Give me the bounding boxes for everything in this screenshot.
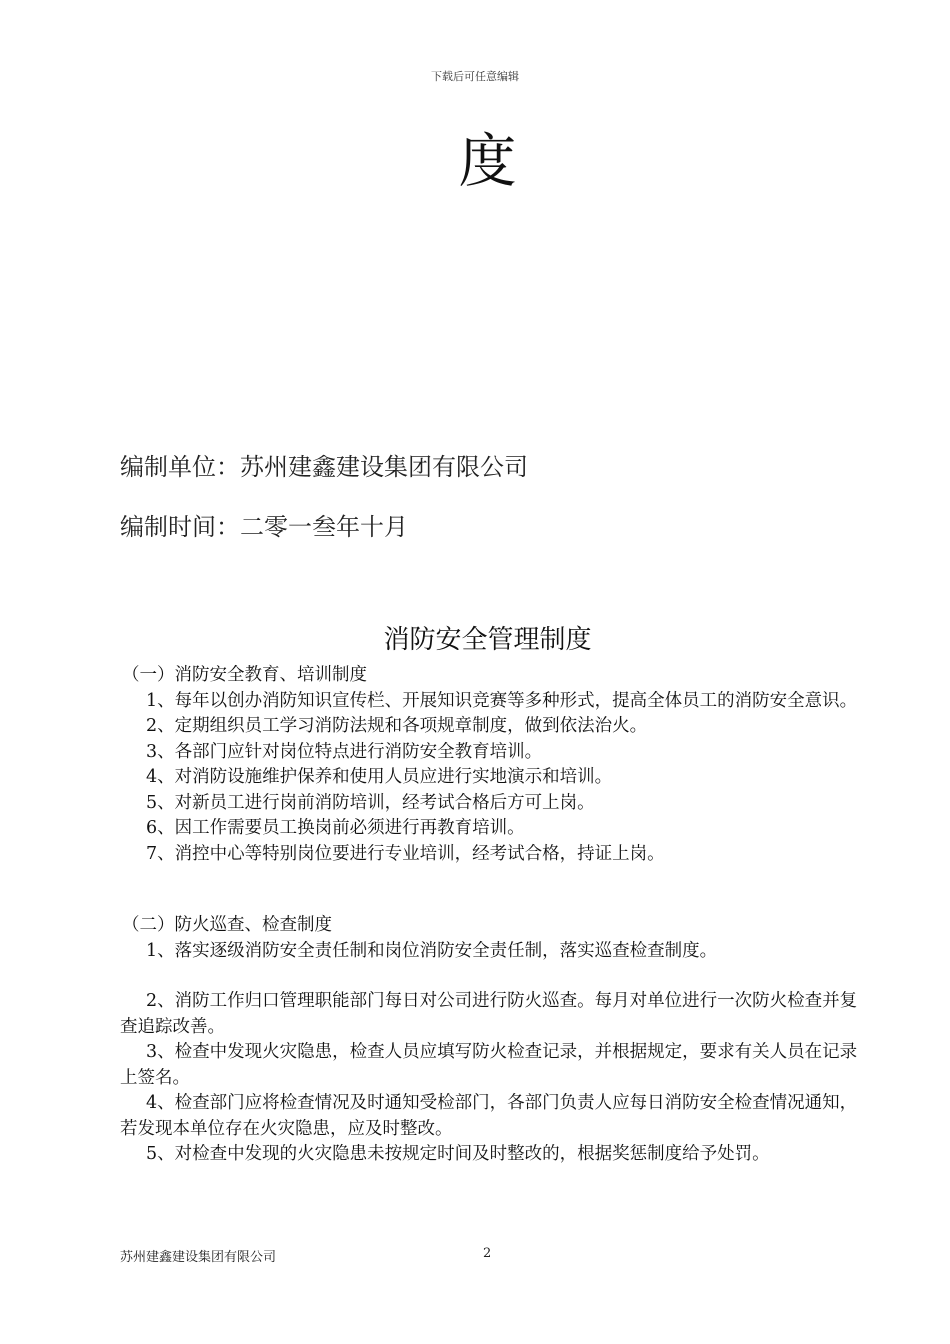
section-heading: （二）防火巡查、检查制度 (122, 915, 332, 935)
list-item: 2、定期组织员工学习消防法规和各项规章制度，做到依法治火。 (146, 716, 648, 736)
page-number: 2 (483, 1246, 492, 1261)
section-education-training (120, 663, 870, 867)
list-item: 5、对检查中发现的火灾隐患未按规定时间及时整改的，根据奖惩制度给予处罚。 (146, 1144, 770, 1164)
list-item: 1、每年以创办消防知识宣传栏、开展知识竞赛等多种形式，提高全体员工的消防安全意识。 (146, 690, 858, 711)
list-item: 2、消防工作归口管理职能部门每日对公司进行防火巡查。每月对单位进行一次防火检查并复查追踪改善。 (120, 991, 858, 1037)
section-heading: （一）消防安全教育、培训制度 (122, 665, 367, 685)
list-item: 3、检查中发现火灾隐患，检查人员应填写防火检查记录，并根据规定，要求有关人员在记录上签名。 (120, 1042, 858, 1088)
list-item: 4、对消防设施维护保养和使用人员应进行实地演示和培训。 (146, 767, 613, 787)
footer-company: 苏州建鑫建设集团有限公司 (120, 1250, 277, 1265)
list-item: 7、消控中心等特别岗位要进行专业培训，经考试合格，持证上岗。 (146, 843, 665, 864)
section-fire-inspection (120, 913, 870, 1168)
list-item: 6、因工作需要员工换岗前必须进行再教育培训。 (146, 818, 525, 838)
list-item: 4、检查部门应将检查情况及时通知受检部门，各部门负责人应每日消防安全检查情况通知，若发现本单位存在火灾隐患，应及时整改。 (120, 1093, 858, 1139)
list-item: 5、对新员工进行岗前消防培训，经考试合格后方可上岗。 (146, 792, 595, 813)
list-item: 3、各部门应针对岗位特点进行消防安全教育培训。 (146, 741, 543, 762)
cover-title-char: 度 (458, 127, 517, 195)
compiling-unit: 编制单位：苏州建鑫建设集团有限公司 (120, 453, 528, 481)
paragraph-gap (120, 964, 870, 989)
document-title: 消防安全管理制度 (383, 625, 592, 655)
compiling-time: 编制时间：二零一叁年十月 (120, 513, 408, 541)
list-item: 1、落实逐级消防安全责任制和岗位消防安全责任制，落实巡查检查制度。 (146, 940, 718, 961)
header-note: 下载后可任意编辑 (431, 70, 519, 83)
